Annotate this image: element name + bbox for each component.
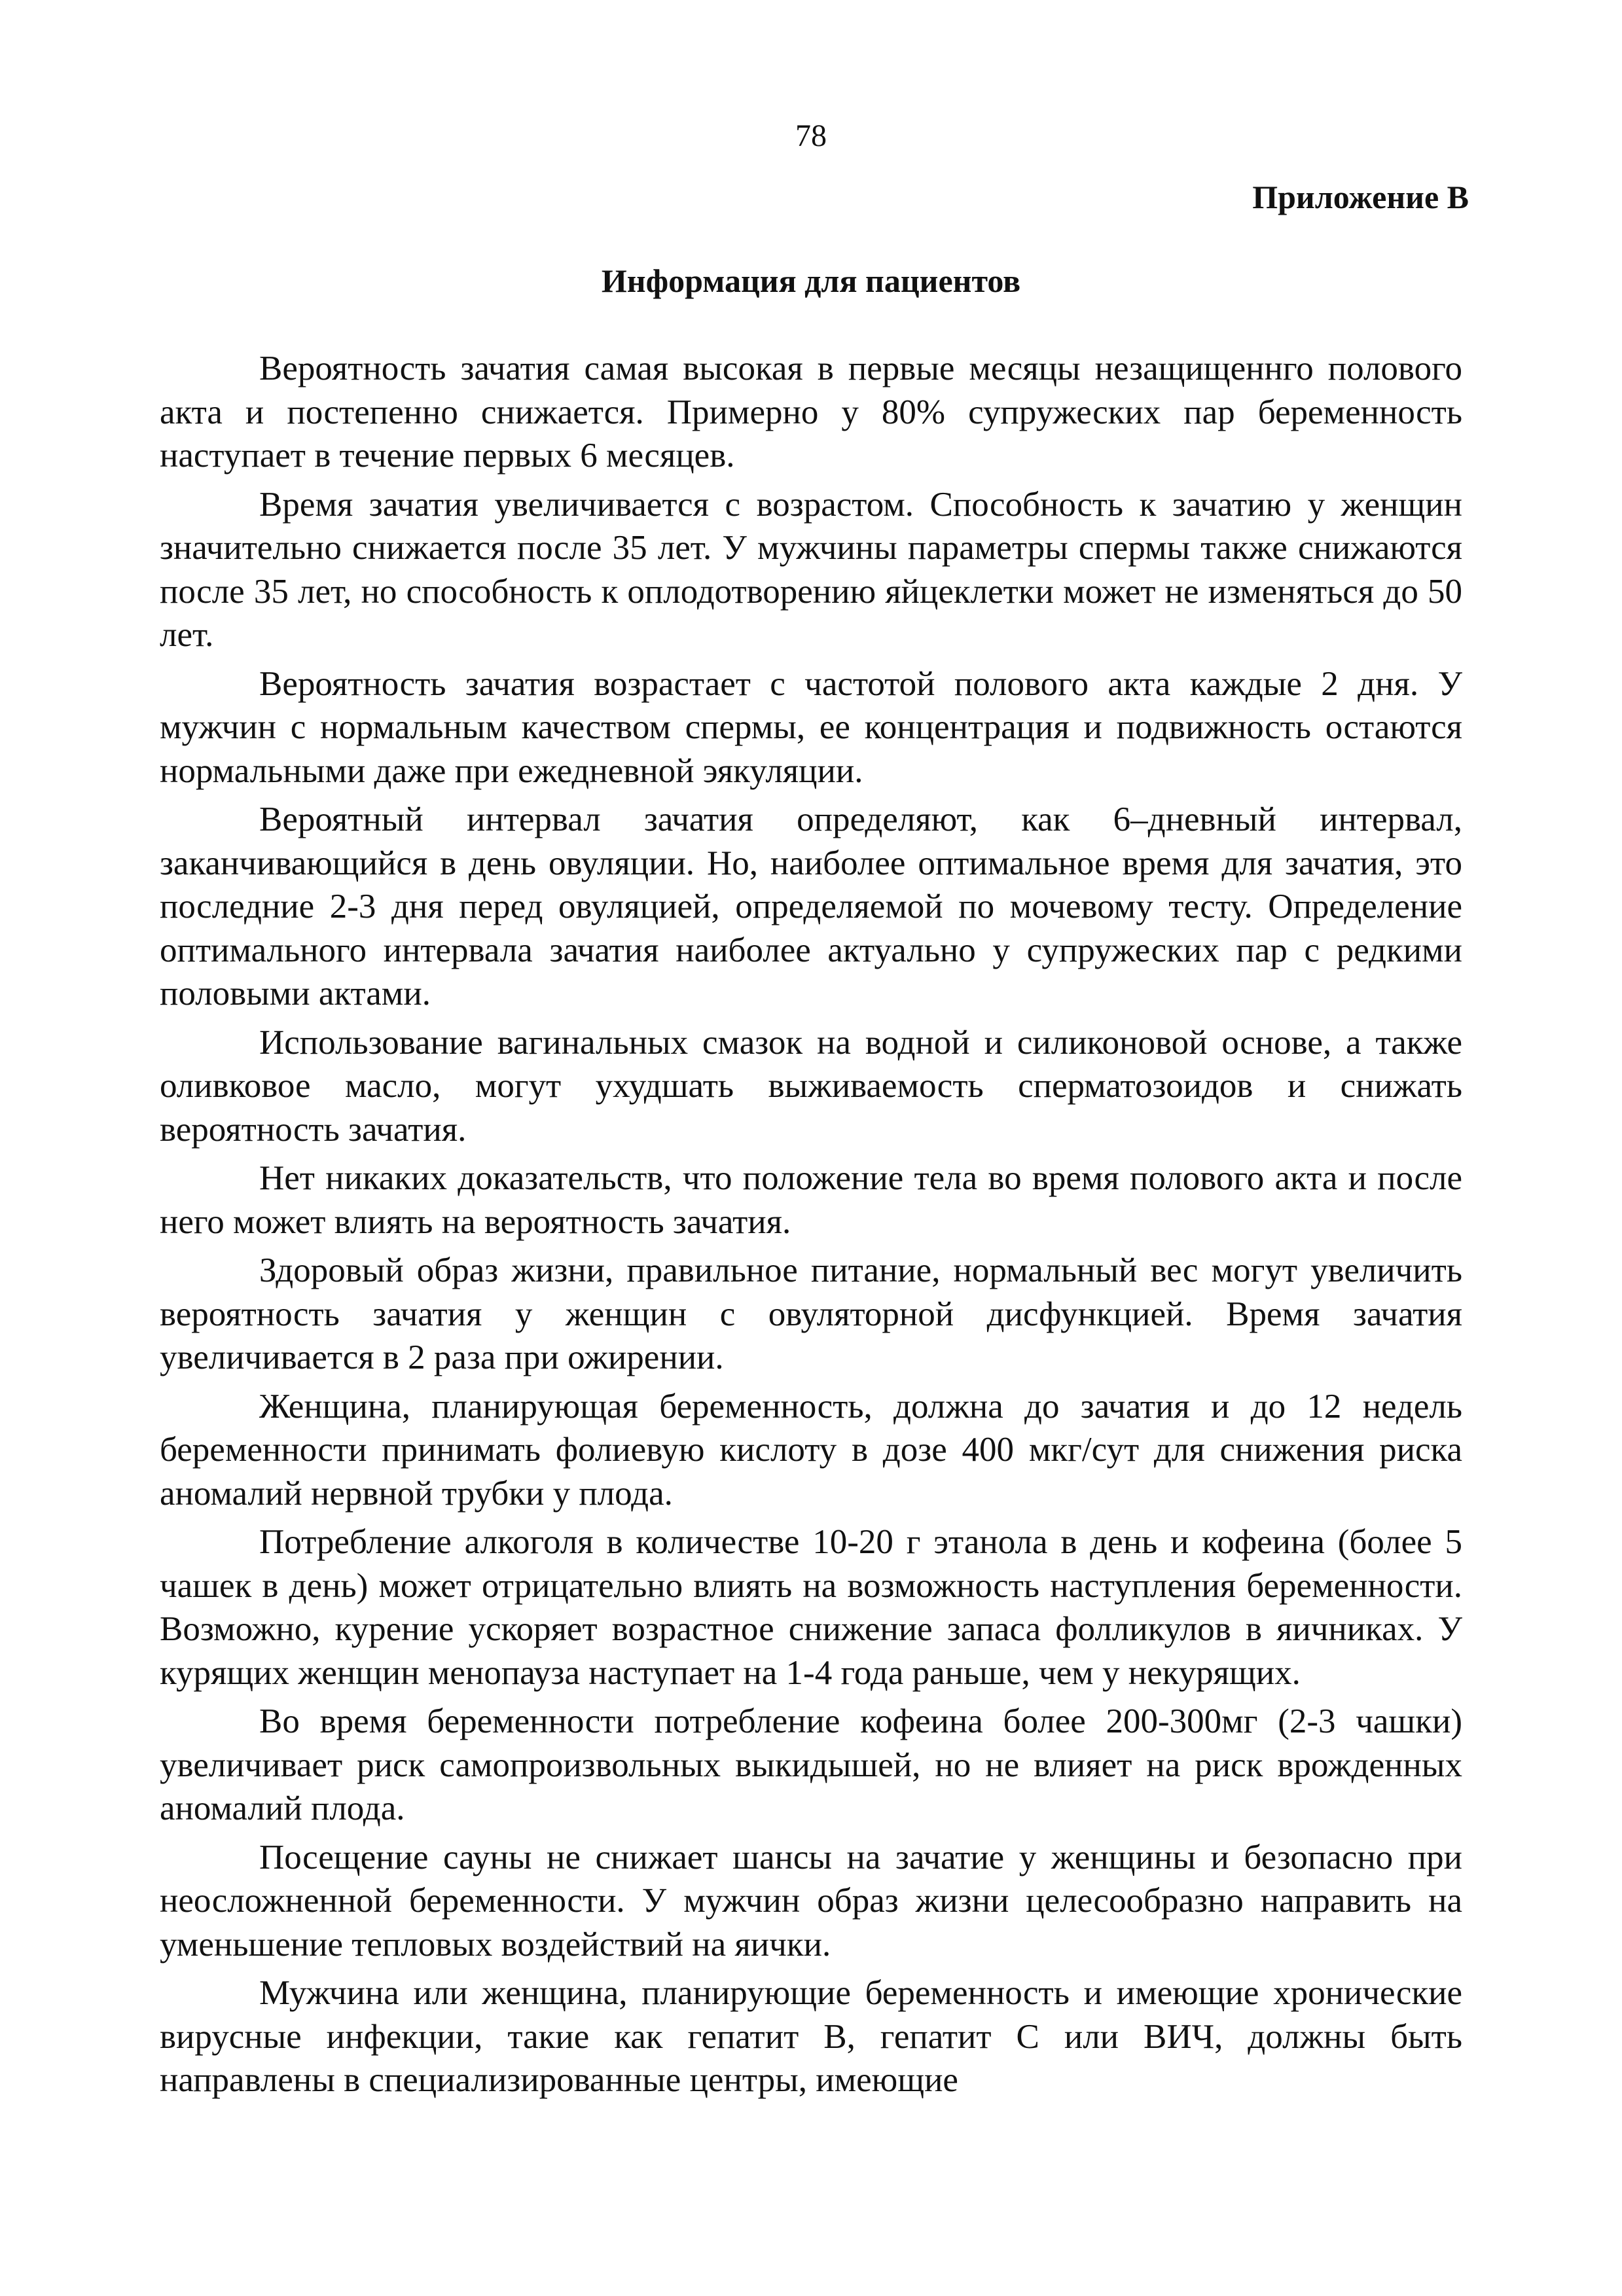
paragraph-4: Вероятный интервал зачатия определяют, как 6–дневный интервал, заканчивающийся в день овуляции. Но, наиболее оптимальное время для зачатия, это последние 2-3 дня перед овуляцией, определяемой по мочевому тесту. Определение оптимального интервала зачатия наиболее актуально у супружеских пар с редкими половыми актами. (160, 800, 1462, 1013)
paragraph-11: Посещение сауны не снижает шансы на зачатие у женщины и безопасно при неосложненной беременности. У мужчин образ жизни целесообразно направить на уменьшение тепловых воздействий на яички. (160, 1838, 1462, 1964)
page-number: 78 (795, 118, 827, 153)
paragraph-2: Время зачатия увеличивается с возрастом. Способность к зачатию у женщин значительно снижается после 35 лет. У мужчины параметры спермы также снижаются после 35 лет, но способность к оплодотворению яйцеклетки может не изменяться до 50 лет. (160, 485, 1462, 654)
paragraph-10: Во время беременности потребление кофеина более 200-300мг (2-3 чашки) увеличивает риск самопроизвольных выкидышей, но не влияет на риск врожденных аномалий плода. (160, 1702, 1462, 1827)
paragraph-6: Нет никаких доказательств, что положение тела во время полового акта и после него может влиять на вероятность зачатия. (160, 1159, 1462, 1241)
page-title: Информация для пациентов (601, 262, 1021, 299)
body-text (160, 347, 1462, 2108)
paragraph-12: Мужчина или женщина, планирующие беременность и имеющие хронические вирусные инфекции, такие как гепатит В, гепатит С или ВИЧ, должны быть направлены в специализированные центры, имеющие (160, 1974, 1462, 2099)
paragraph-9: Потребление алкоголя в количестве 10-20 г этанола в день и кофеина (более 5 чашек в день) может отрицательно влиять на возможность наступления беременности. Возможно, курение ускоряет возрастное снижение запаса фолликулов в яичниках. У курящих женщин менопауза наступает на 1-4 года раньше, чем у некурящих. (160, 1523, 1462, 1692)
paragraph-5: Использование вагинальных смазок на водной и силиконовой основе, а также оливковое масло, могут ухудшать выживаемость сперматозоидов и снижать вероятность зачатия. (160, 1023, 1462, 1149)
paragraph-8: Женщина, планирующая беременность, должна до зачатия и до 12 недель беременности принимать фолиевую кислоту в дозе 400 мкг/сут для снижения риска аномалий нервной трубки у плода. (160, 1387, 1462, 1513)
paragraph-3: Вероятность зачатия возрастает с частотой полового акта каждые 2 дня. У мужчин с нормальным качеством спермы, ее концентрация и подвижность остаются нормальными даже при ежедневной эякуляции. (160, 664, 1462, 790)
paragraph-7: Здоровый образ жизни, правильное питание, нормальный вес могут увеличить вероятность зачатия у женщин с овуляторной дисфункцией. Время зачатия увеличивается в 2 раза при ожирении. (160, 1251, 1462, 1376)
paragraph-1: Вероятность зачатия самая высокая в первые месяцы незащищеннго полового акта и постепенно снижается. Примерно у 80% супружеских пар беременность наступает в течение первых 6 месяцев. (160, 350, 1462, 475)
appendix-label: Приложение В (1252, 179, 1469, 215)
